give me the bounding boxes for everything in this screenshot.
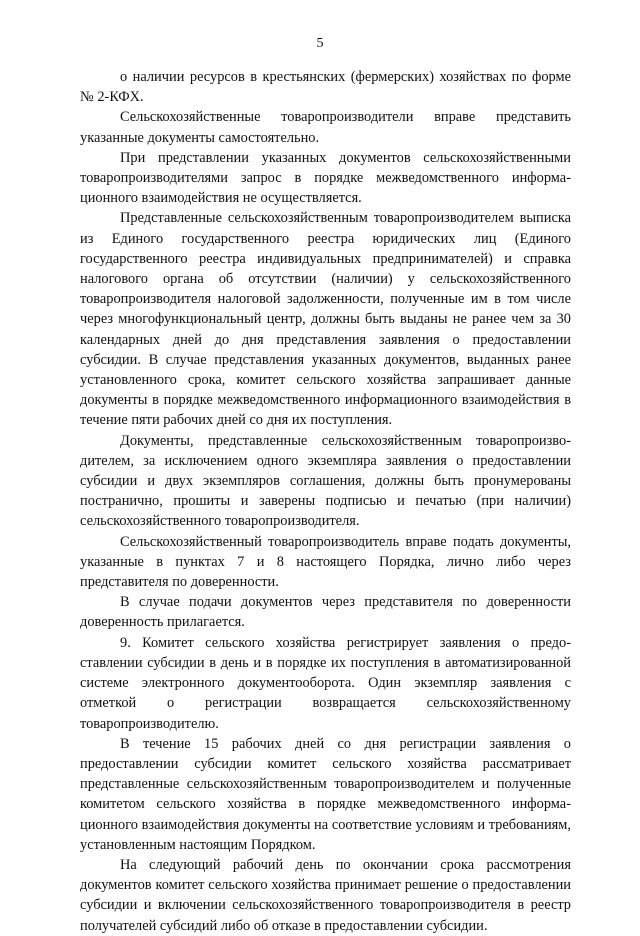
paragraph: Сельскохозяйственные товаропроизводители вправе представить указанные документы самостоятельно. — [80, 109, 571, 146]
paragraph-continuation: о наличии ресурсов в крестьянских (фермерских) хозяйствах по форме № 2-КФХ. — [80, 69, 571, 106]
paragraph-item-9: 9. Комитет сельского хозяйства регистрирует заявления о предоставлении субсидии в день и в порядке их поступления в автоматизированной системе электронного документооборота. Один экземпляр заявления с отметкой о регистрации возвращается сельскохозяйственному товаропроизводителю. — [80, 634, 571, 732]
paragraph: Представленные сельскохозяйственным товаропроизводителем выписка из Единого государственного реестра юридических лиц (Единого государственного реестра индивидуальных предпринимателей) и справка налогового органа об отсутствии (наличии) у сельскохозяйственного товаропроизводителя налоговой задолженности, полученные им в том числе через многофункциональный центр, должны быть выданы не ранее чем за 30 календарных дней до дня представления заявления о предоставлении субсидии. В случае представления указанных документов, выданных ранее установленного срока, комитет сельского хозяйства запрашивает данные документы в порядке межведомственного информационного взаимодействия в течение пяти рабочих дней со дня их поступления. — [80, 210, 571, 429]
paragraph: В течение 15 рабочих дней со дня регистрации заявления о предоставлении субсидии комитет сельского хозяйства рассматривает представленные сельскохозяйственным товаропроизводителем и полученные комитетом сельского хозяйства в порядке межведомственного информационного взаимодействия документы на соответствие условиям и требованиям, установленным настоящим Порядком. — [80, 735, 571, 853]
paragraph: На следующий рабочий день по окончании срока рассмотрения документов комитет сельского хозяйства принимает решение о предоставлении субсидии и включении сельскохозяйственного товаропроизводителя в реестр получателей субсидий либо об отказе в предоставлении субсидии. — [80, 856, 571, 934]
paragraph: Сельскохозяйственный товаропроизводитель вправе подать документы, указанные в пунктах 7 и 8 настоящего Порядка, лично либо через представителя по доверенности. — [80, 533, 571, 591]
page-number: 5 — [316, 36, 324, 51]
paragraph: При представлении указанных документов сельскохозяйственными товаропроизводителями запрос в порядке межведомственного информационного взаимодействия не осуществляется. — [80, 149, 571, 207]
document-body — [80, 67, 571, 936]
paragraph: В случае подачи документов через представителя по доверенности доверенность прилагается. — [80, 594, 571, 631]
paragraph: Документы, представленные сельскохозяйственным товаропроизводителем, за исключением одного экземпляра заявления о предоставлении субсидии и двух экземпляров соглашения, должны быть пронумерованы постранично, прошиты и заверены подписью и печатью (при наличии) сельскохозяйственного товаропроизводителя. — [80, 432, 571, 530]
